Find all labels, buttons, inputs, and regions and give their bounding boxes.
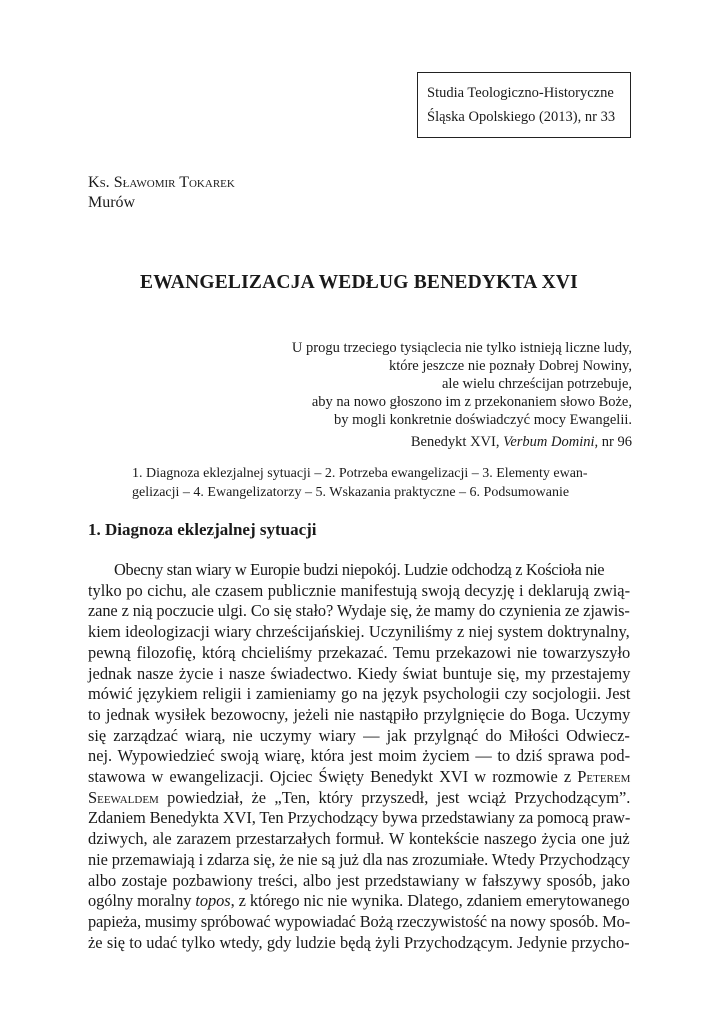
article-title: EWANGELIZACJA WEDŁUG BENEDYKTA XVI	[140, 272, 578, 293]
text-line: tylko po cichu, ale czasem publicznie manifestują swoją decyzję i deklarują zwią-	[88, 580, 631, 600]
epigraph-line: ale wielu chrześcijan potrzebuje,	[441, 376, 632, 392]
text-line: ogólny moralny topos, z którego nic nie wynika. Dlatego, zdaniem emerytowanego	[88, 891, 630, 911]
text-line: zane z nią poczucie ulgi. Co się stało? Wydaje się, że mamy do czynienia ze zjawis-	[88, 601, 630, 621]
body-paragraph	[88, 560, 630, 953]
text-line: się zarządzać wiarą, nie uczymy wiary — jak przylgnąć do Miłości Odwiecz-	[88, 725, 630, 745]
text-line: że się to udać tylko wtedy, gdy ludzie będą żyli Przychodzącym. Jedynie przycho-	[88, 932, 630, 952]
text-line: jednak nasze życie i nasze świadectwo. Kiedy świat buntuje się, my przestajemy	[88, 663, 631, 683]
author-block	[88, 173, 235, 213]
text-line: dziwych, ale zarazem przestarzałych formuł. W kontekście naszego życia one już	[88, 829, 630, 849]
epigraph-line: by mogli konkretnie doświadczyć mocy Ewangelii.	[334, 412, 632, 428]
text-line: albo zostaje pozbawiony treści, albo jest przedstawiany w fałszywy sposób, jako	[88, 870, 630, 890]
text-line: papieża, musimy spróbować wypowiadać Bożą rzeczywistość na nowy sposób. Mo-	[88, 911, 631, 931]
journal-issue: Śląska Opolskiego (2013), nr 33	[427, 109, 616, 125]
epigraph-line: U progu trzeciego tysiąclecia nie tylko istnieją liczne ludy,	[291, 340, 632, 356]
text-line: stawowa w ewangelizacji. Ojciec Święty Benedykt XVI w rozmowie z Peterem	[88, 767, 631, 787]
journal-citation-box	[417, 72, 631, 138]
text-line: to jednak wysiłek bezowocny, jeżeli nie nastąpiło przylgnięcie do Boga. Uczymy	[88, 704, 631, 724]
section-heading: 1. Diagnoza eklezjalnej sytuacji	[88, 520, 317, 539]
epigraph-citation: Benedykt XVI, Verbum Domini, nr 96	[410, 434, 632, 450]
text-line: mówić językiem religii i zamieniamy go na język psychologii czy socjologii. Jest	[88, 684, 631, 704]
text-line: kiem ideologizacji wiary chrześcijańskiej. Uczyniliśmy z niej system doktrynalny,	[88, 622, 630, 642]
journal-title: Studia Teologiczno-Historyczne	[427, 85, 614, 101]
text-line: nej. Wypowiedzieć swoją wiarę, która jest moim życiem — to dziś sprawa pod-	[88, 746, 631, 766]
text-line: pewną filozofię, którą chcieliśmy przekazać. Temu przekazowi nie towarzyszyło	[88, 642, 631, 662]
text-line: nie przemawiają i zdarza się, że nie są już dla nas zrozumiałe. Wtedy Przychodzący	[88, 849, 630, 869]
table-of-contents	[132, 464, 587, 502]
author-name: Ks. Sławomir Tokarek	[88, 174, 235, 191]
text-line: Seewaldem powiedział, że „Ten, który przyszedł, jest wciąż Przychodzącym”.	[88, 787, 631, 807]
epigraph-line: które jeszcze nie poznały Dobrej Nowiny,	[388, 358, 632, 374]
epigraph-line: aby na nowo głoszono im z przekonaniem słowo Boże,	[311, 394, 632, 410]
text-line: Obecny stan wiary w Europie budzi niepokój. Ludzie odchodzą z Kościoła nie	[114, 560, 605, 579]
text-line: Zdaniem Benedykta XVI, Ten Przychodzący bywa przedstawiany za pomocą praw-	[88, 808, 631, 828]
toc-line: 1. Diagnoza eklezjalnej sytuacji – 2. Potrzeba ewangelizacji – 3. Elementy ewan-	[132, 466, 588, 481]
author-place: Murów	[88, 194, 136, 211]
toc-line: gelizacji – 4. Ewangelizatorzy – 5. Wskazania praktyczne – 6. Podsumowanie	[132, 485, 570, 500]
epigraph	[250, 339, 632, 451]
